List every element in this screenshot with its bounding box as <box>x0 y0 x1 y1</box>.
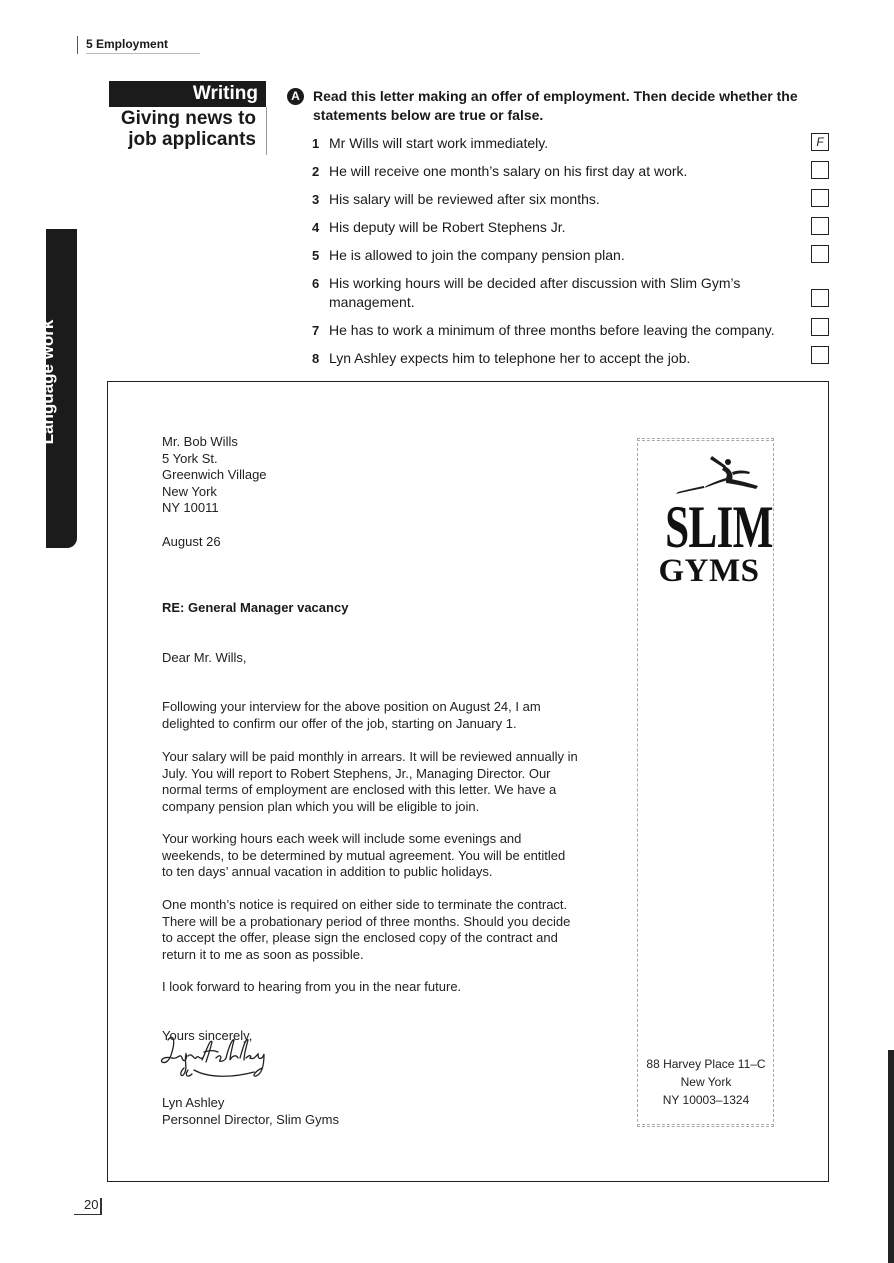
answer-box[interactable] <box>811 245 829 263</box>
section-divider <box>266 107 267 155</box>
section-heading-line: Giving news to <box>120 108 256 129</box>
paragraph-line: I look forward to hearing from you in the near future. <box>162 979 462 994</box>
recipient-address <box>162 434 267 517</box>
leaping-figure-icon <box>676 452 760 498</box>
statement-item <box>312 321 807 340</box>
paragraph-line: to ten days’ annual vacation in addition to public holidays. <box>162 864 493 879</box>
statement-text: He has to work a minimum of three months before leaving the company. <box>329 322 775 338</box>
address-line: NY 10011 <box>162 500 219 515</box>
letter-paragraph <box>162 831 607 881</box>
address-line: Mr. Bob Wills <box>162 434 238 449</box>
section-tag: Writing <box>109 81 266 107</box>
answer-box[interactable]: F <box>811 133 829 151</box>
answer-box[interactable] <box>811 318 829 336</box>
company-address <box>641 1055 771 1109</box>
letter-paragraph <box>162 749 607 815</box>
statement-text: Lyn Ashley expects him to telephone her to accept the job. <box>329 350 691 366</box>
address-line: Greenwich Village <box>162 467 267 482</box>
paragraph-line: return it to me as soon as possible. <box>162 946 364 962</box>
statement-item <box>312 134 807 153</box>
paragraph-line: to accept the offer, please sign the enclosed copy of the contract and <box>162 930 558 945</box>
statement-text: His salary will be reviewed after six months. <box>329 191 600 207</box>
statement-text: He is allowed to join the company pension plan. <box>329 247 625 263</box>
page-number: 20 <box>84 1197 99 1212</box>
statement-text: His working hours will be decided after discussion with Slim Gym’s management. <box>329 275 741 310</box>
statement-number: 8 <box>312 351 320 366</box>
chapter-marker <box>77 36 78 54</box>
paragraph-line: July. You will report to Robert Stephens, Jr., Managing Director. Our <box>162 765 551 781</box>
paragraph-line: company pension plan which you will be eligible to join. <box>162 798 480 814</box>
signer-block <box>162 1095 339 1128</box>
handwritten-signature <box>158 1030 278 1088</box>
address-line: 5 York St. <box>162 450 218 466</box>
letter-closing: Yours sincerely, <box>162 1028 253 1043</box>
side-tab-label: Language work <box>38 319 57 445</box>
statement-item <box>312 162 807 181</box>
statement-item <box>312 274 807 312</box>
letter-date: August 26 <box>162 534 221 549</box>
statement-number: 5 <box>312 248 320 263</box>
answer-box[interactable] <box>811 189 829 207</box>
statement-text: He will receive one month’s salary on his first day at work. <box>329 163 688 179</box>
page-number-rule <box>74 1214 101 1215</box>
logo-wordmark-gyms: GYMS <box>658 553 760 589</box>
statement-number: 4 <box>312 220 320 235</box>
company-address-line: 88 Harvey Place 11–C <box>646 1057 766 1071</box>
letter-paragraph <box>162 979 607 996</box>
paragraph-line: normal terms of employment are enclosed with this letter. We have a <box>162 782 557 797</box>
exercise-instruction <box>313 87 813 125</box>
answer-box[interactable] <box>811 161 829 179</box>
paragraph-line: Following your interview for the above position on August 24, I am <box>162 699 541 714</box>
paragraph-line: There will be a probationary period of three months. Should you decide <box>162 913 571 929</box>
paragraph-line: weekends, to be determined by mutual agreement. You will be entitled <box>162 847 566 863</box>
instruction-line: Read this letter making an offer of employment. Then decide whether the <box>313 88 798 104</box>
answer-box[interactable] <box>811 346 829 364</box>
paragraph-line: delighted to confirm our offer of the job, starting on January 1. <box>162 715 517 731</box>
header-rule <box>86 53 200 54</box>
statement-item <box>312 246 807 265</box>
paragraph-line: One month’s notice is required on either side to terminate the contract. <box>162 897 568 912</box>
exercise-badge: A <box>287 88 304 105</box>
statement-text: His deputy will be Robert Stephens Jr. <box>329 219 566 235</box>
company-address-line: NY 10003–1324 <box>662 1093 750 1107</box>
letterhead-bottom-rule <box>637 1124 774 1127</box>
signer-name: Lyn Ashley <box>162 1095 225 1110</box>
statement-text: Mr Wills will start work immediately. <box>329 135 549 151</box>
company-address-line: New York <box>680 1075 732 1089</box>
signer-title: Personnel Director, Slim Gyms <box>162 1111 339 1127</box>
paragraph-line: Your salary will be paid monthly in arrears. It will be reviewed annually in <box>162 749 578 764</box>
address-line: New York <box>162 483 217 499</box>
statement-number: 7 <box>312 323 320 338</box>
scan-edge <box>888 1050 894 1263</box>
paragraph-line: Your working hours each week will include some evenings and <box>162 831 522 846</box>
letter-salutation: Dear Mr. Wills, <box>162 650 247 665</box>
statement-number: 1 <box>312 136 320 151</box>
page-number-bracket <box>100 1198 102 1215</box>
section-heading-line: job applicants <box>128 129 256 150</box>
logo-wordmark-slim: SLIM <box>665 494 773 560</box>
statement-number: 6 <box>312 276 320 291</box>
letter-subject: RE: General Manager vacancy <box>162 600 349 615</box>
letterhead-top-rule <box>637 438 774 441</box>
answer-box[interactable] <box>811 217 829 235</box>
statement-item <box>312 190 807 209</box>
letter-paragraph <box>162 699 607 732</box>
instruction-line: statements below are true or false. <box>313 107 544 123</box>
statement-item <box>312 349 807 368</box>
statement-number: 2 <box>312 164 320 179</box>
chapter-title: 5 Employment <box>86 37 169 51</box>
statement-number: 3 <box>312 192 320 207</box>
section-heading <box>121 108 256 150</box>
statement-item <box>312 218 807 237</box>
letter-paragraph <box>162 897 607 963</box>
answer-box[interactable] <box>811 289 829 307</box>
